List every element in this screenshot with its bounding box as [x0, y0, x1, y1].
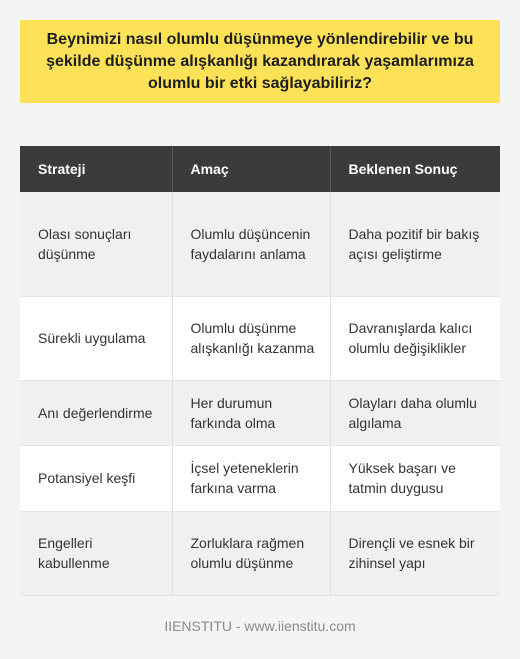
- table-header-row: [20, 146, 500, 192]
- table-cell: Yüksek başarı ve tatmin duygusu: [330, 445, 500, 511]
- table-cell: Potansiyel keşfi: [20, 445, 172, 511]
- table-cell: Olası sonuçları düşünme: [20, 192, 172, 296]
- table-row: [20, 380, 500, 445]
- table-row: [20, 445, 500, 511]
- table-row: [20, 296, 500, 380]
- table-cell: Olayları daha olumlu algılama: [330, 380, 500, 445]
- table-cell: Anı değerlendirme: [20, 380, 172, 445]
- footer-credit: IIENSTITU - www.iienstitu.com: [164, 618, 356, 634]
- page-title: Beynimizi nasıl olumlu düşünmeye yönlendirebilir ve bu şekilde düşünme alışkanlığı kazandırarak yaşamlarımıza olumlu bir etki sağlayabiliriz?: [46, 30, 474, 92]
- table-cell: Her durumun farkında olma: [172, 380, 330, 445]
- table-row: [20, 192, 500, 296]
- table-cell: İçsel yeteneklerin farkına varma: [172, 445, 330, 511]
- table-cell: Zorluklara rağmen olumlu düşünme: [172, 511, 330, 595]
- table-cell: Davranışlarda kalıcı olumlu değişiklikler: [330, 296, 500, 380]
- table-row: [20, 511, 500, 595]
- table-cell: Olumlu düşüncenin faydalarını anlama: [172, 192, 330, 296]
- title-banner: [20, 20, 500, 103]
- column-header-amac: Amaç: [172, 146, 330, 192]
- table-cell: Sürekli uygulama: [20, 296, 172, 380]
- strategy-table: [20, 146, 500, 596]
- table-cell: Dirençli ve esnek bir zihinsel yapı: [330, 511, 500, 595]
- table-cell: Olumlu düşünme alışkanlığı kazanma: [172, 296, 330, 380]
- table-cell: Engelleri kabullenme: [20, 511, 172, 595]
- table-cell: Daha pozitif bir bakış açısı geliştirme: [330, 192, 500, 296]
- column-header-strateji: Strateji: [20, 146, 172, 192]
- column-header-beklenen-sonuc: Beklenen Sonuç: [330, 146, 500, 192]
